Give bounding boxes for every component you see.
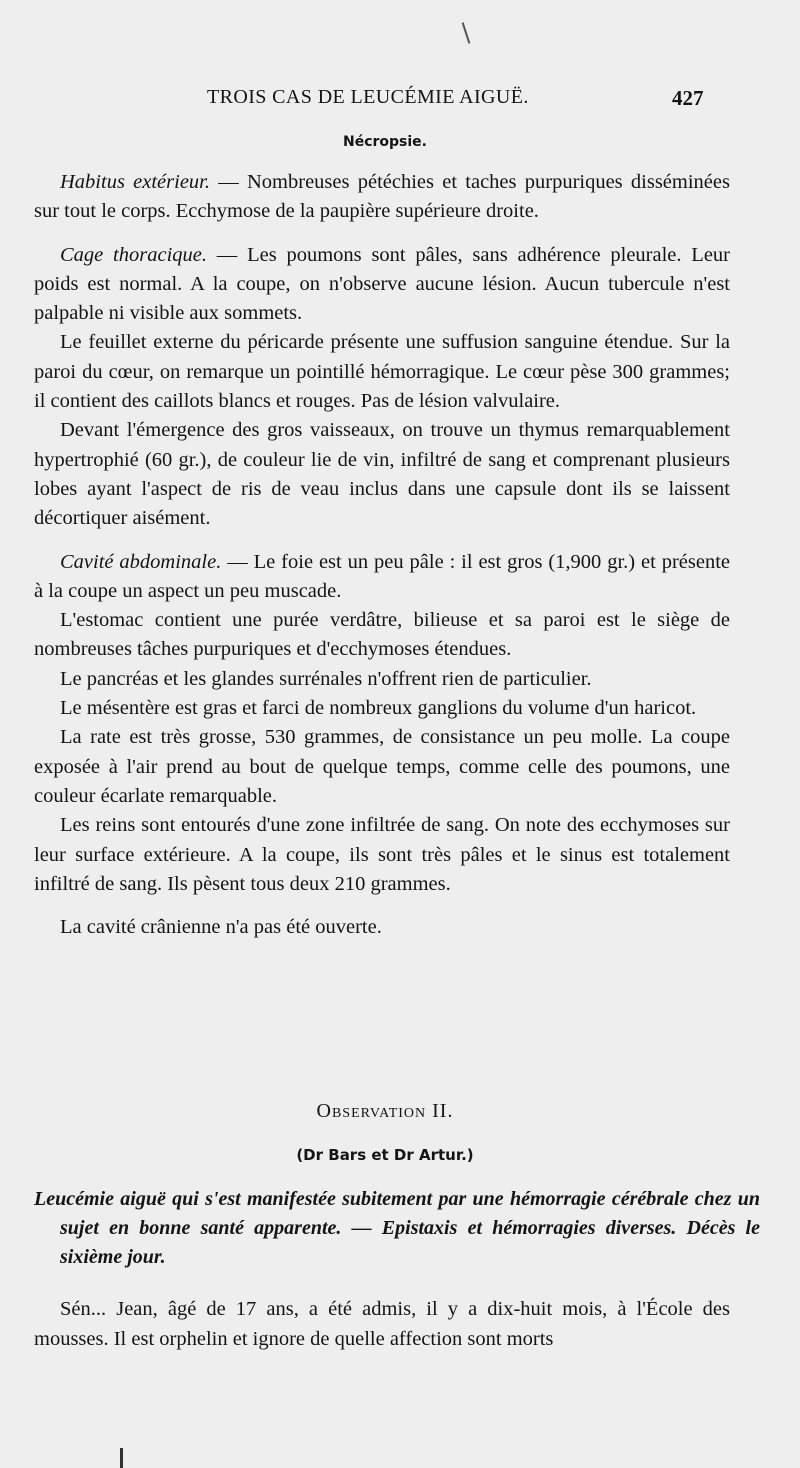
paragraph-text: La rate est très grosse, 530 grammes, de consistance un peu molle. La coupe exposée à l'air prend au bout de quelque temps, comme celle des poumons, une couleur écarlate remarquable.	[34, 726, 730, 807]
observation-opening-text: Sén... Jean, âgé de 17 ans, a été admis, il y a dix-huit mois, à l'École des mousses. Il est orphelin et ignore de quelle affection sont morts	[34, 1298, 730, 1350]
paragraph	[34, 913, 730, 942]
section-heading: Nécropsie.	[343, 134, 427, 150]
paragraph	[34, 548, 730, 607]
paragraph	[34, 665, 730, 694]
page-header	[0, 86, 800, 116]
paragraph-text: Devant l'émergence des gros vaisseaux, on trouve un thymus remarquablement hypertrophié (60 gr.), de couleur lie de vin, infiltré de sang et comprenant plusieurs lobes ayant l'aspect de ris de veau inclus dans une capsule dont ils se laissent décortiquer aisément.	[34, 419, 730, 530]
paragraph-text: Le feuillet externe du péricarde présente une suffusion sanguine étendue. Sur la paroi du cœur, on remarque un pointillé hémorragique. Le cœur pèse 300 grammes; il contient des caillots blancs et rouges. Pas de lésion valvulaire.	[34, 331, 730, 413]
paragraph-text: — Le foie est un peu pâle : il est gros (1,900 gr.) et présente à la coupe un aspect un peu muscade.	[34, 550, 730, 602]
paragraph-lead: Habitus extérieur.	[60, 171, 211, 193]
paragraph-text: L'estomac contient une purée verdâtre, bilieuse et sa paroi est le siège de nombreuses tâches purpuriques et d'ecchymoses étendues.	[34, 609, 730, 661]
scan-mark	[462, 22, 471, 44]
running-title: TROIS CAS DE LEUCÉMIE AIGUË.	[207, 86, 529, 108]
page-number: 427	[672, 86, 704, 110]
paragraph	[34, 241, 730, 329]
observation-authors: (Dr Bars et Dr Artur.)	[296, 1146, 474, 1164]
paragraph	[34, 168, 730, 227]
paragraph	[34, 723, 730, 811]
paragraph-text: Les reins sont entourés d'une zone infiltrée de sang. On note des ecchymoses sur leur surface extérieure. A la coupe, ils sont très pâles et le sinus est totalement infiltré de sang. Ils pèsent tous deux 210 grammes.	[34, 814, 730, 895]
paragraph	[34, 416, 730, 533]
paragraph	[34, 694, 730, 723]
paragraph-text: La cavité crânienne n'a pas été ouverte.	[60, 916, 382, 939]
paragraph	[34, 328, 730, 416]
paragraph-text: Le pancréas et les glandes surrénales n'offrent rien de particulier.	[60, 667, 592, 690]
necropsy-text	[34, 168, 730, 942]
paragraph-lead: Cage thoracique.	[60, 243, 208, 266]
scan-mark	[120, 1448, 123, 1468]
paragraph-text: Le mésentère est gras et farci de nombreux ganglions du volume d'un haricot.	[60, 697, 697, 720]
paragraph-text: — Nombreuses pétéchies et taches purpuriques disséminées sur tout le corps. Ecchymose de la paupière supérieure droite.	[34, 171, 730, 223]
paragraph	[34, 811, 730, 899]
paragraph-text: — Les poumons sont pâles, sans adhérence pleurale. Leur poids est normal. A la coupe, on n'observe aucune lésion. Aucun tubercule n'est palpable ni visible aux sommets.	[34, 243, 731, 325]
paragraph-lead: Cavité abdominale.	[60, 550, 222, 573]
observation-summary: Leucémie aiguë qui s'est manifestée subitement par une hémorragie cérébrale chez un sujet en bonne santé apparente. — Epistaxis et hémorragies diverses. Décès le sixième jour.	[34, 1188, 760, 1268]
paragraph	[34, 606, 730, 665]
observation-title: Observation II.	[316, 1100, 454, 1122]
